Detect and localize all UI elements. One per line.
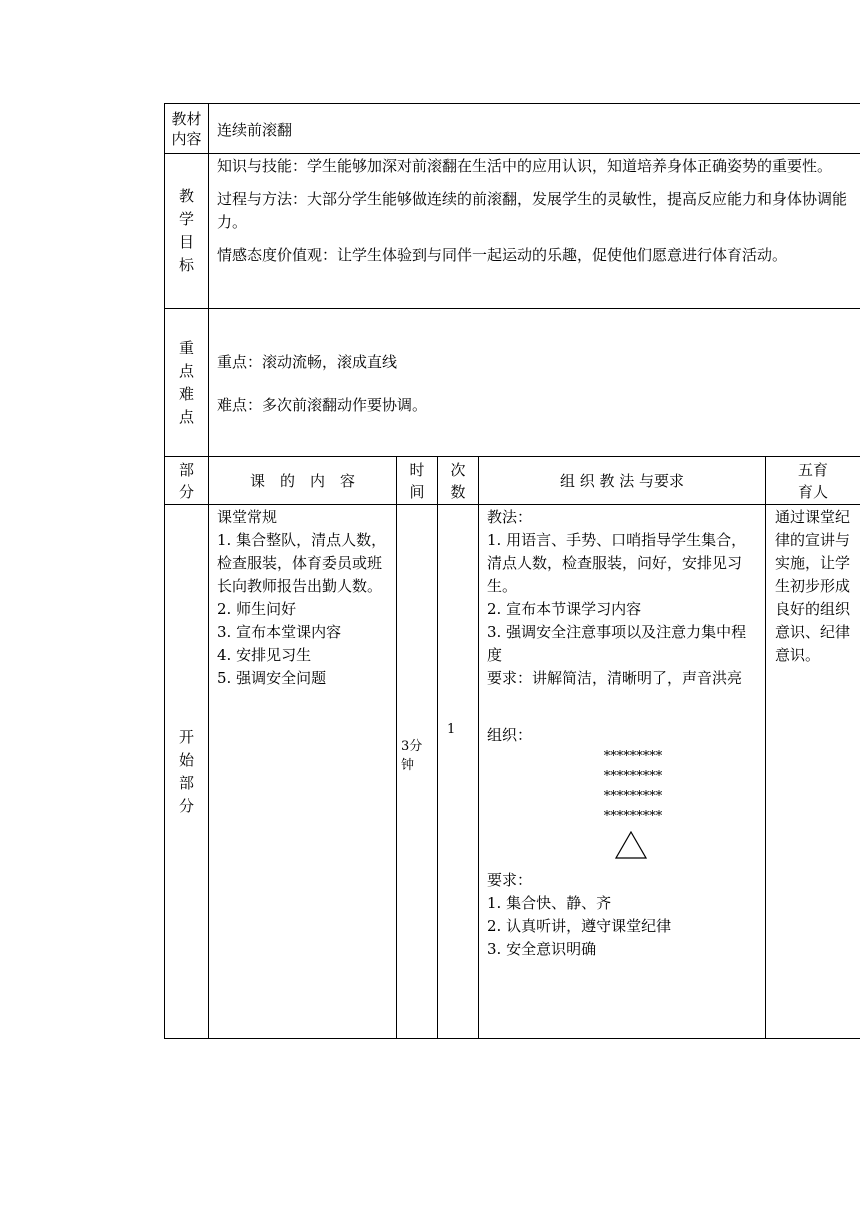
table-header-row <box>165 457 860 505</box>
content-line: 3. 宣布本堂课内容 <box>217 623 342 641</box>
method-line: 3. 强调安全注意事项以及注意力集中程度 <box>487 623 747 664</box>
content-line: 课堂常规 <box>217 508 278 526</box>
material-label <box>165 104 209 154</box>
objective-knowledge: 知识与技能：学生能够加深对前滚翻在生活中的应用认识，知道培养身体正确姿势的重要性。 <box>217 157 833 175</box>
objective-process: 过程与方法：大部分学生能够做连续的前滚翻，发展学生的灵敏性，提高反应能力和身体协调能力。 <box>217 190 848 231</box>
content-line: 5. 强调安全问题 <box>217 669 327 687</box>
start-count-text: 1 <box>447 721 456 737</box>
objectives-label-text: 教学目标 <box>178 187 194 274</box>
content-line: 1. 集合整队，清点人数，检查服装，体育委员或班长向教师报告出勤人数。 <box>217 531 387 595</box>
header-education-text: 五育育人 <box>797 460 828 501</box>
key-points-content <box>209 309 860 457</box>
requirements-label: 要求： <box>487 871 533 889</box>
header-count-text: 次数 <box>450 460 466 501</box>
start-time <box>397 505 438 1039</box>
lesson-plan-sheet <box>164 103 860 1039</box>
header-education <box>766 457 860 505</box>
objective-attitude: 情感态度价值观：让学生体验到与同伴一起运动的乐趣，促使他们愿意进行体育活动。 <box>217 246 788 264</box>
objectives-label <box>165 154 209 309</box>
method-line: 教法： <box>487 508 533 526</box>
start-part-label <box>165 505 209 1039</box>
student-formation <box>507 747 759 827</box>
formation-row: ********* <box>603 809 663 824</box>
organization-label: 组织： <box>487 726 533 744</box>
header-part <box>165 457 209 505</box>
start-time-text: 3分钟 <box>401 738 423 773</box>
start-method <box>479 505 766 1039</box>
formation-row: ********* <box>603 749 663 764</box>
header-part-text: 部分 <box>178 460 194 501</box>
header-time-text: 时间 <box>409 460 425 501</box>
key-points-label <box>165 309 209 457</box>
difficulty-point: 难点：多次前滚翻动作要协调。 <box>217 396 428 414</box>
formation-row: ********* <box>603 769 663 784</box>
method-line: 1. 用语言、手势、口哨指导学生集合，清点人数，检查服装，问好，安排见习生。 <box>487 531 747 595</box>
requirement-item: 2. 认真听讲，遵守课堂纪律 <box>487 917 672 935</box>
material-row <box>165 104 860 154</box>
objectives-row <box>165 154 860 309</box>
header-content: 课 的 内 容 <box>209 457 397 505</box>
method-line: 要求：讲解简洁，清晰明了，声音洪亮 <box>487 669 743 687</box>
start-part-label-text: 开始部分 <box>178 727 194 815</box>
requirement-item: 3. 安全意识明确 <box>487 940 597 958</box>
teacher-triangle-icon <box>615 831 647 859</box>
content-line: 4. 安排见习生 <box>217 646 312 664</box>
start-count <box>438 505 479 1039</box>
method-line: 2. 宣布本节课学习内容 <box>487 600 642 618</box>
objectives-content <box>209 154 860 309</box>
key-points-row <box>165 309 860 457</box>
start-content <box>209 505 397 1039</box>
formation-row: ********* <box>603 789 663 804</box>
header-method: 组 织 教 法 与要求 <box>479 457 766 505</box>
key-point: 重点：滚动流畅，滚成直线 <box>217 353 398 371</box>
start-section-row <box>165 505 860 1039</box>
start-education: 通过课堂纪律的宣讲与实施，让学生初步形成良好的组织意识、纪律意识。 <box>766 505 860 1039</box>
material-label-text: 教材内容 <box>171 109 202 148</box>
content-line: 2. 师生问好 <box>217 600 297 618</box>
header-count <box>438 457 479 505</box>
lesson-plan-table <box>164 103 860 1039</box>
header-time <box>397 457 438 505</box>
requirement-item: 1. 集合快、静、齐 <box>487 894 612 912</box>
material-value: 连续前滚翻 <box>209 104 860 154</box>
key-points-label-text: 重点难点 <box>178 338 194 426</box>
